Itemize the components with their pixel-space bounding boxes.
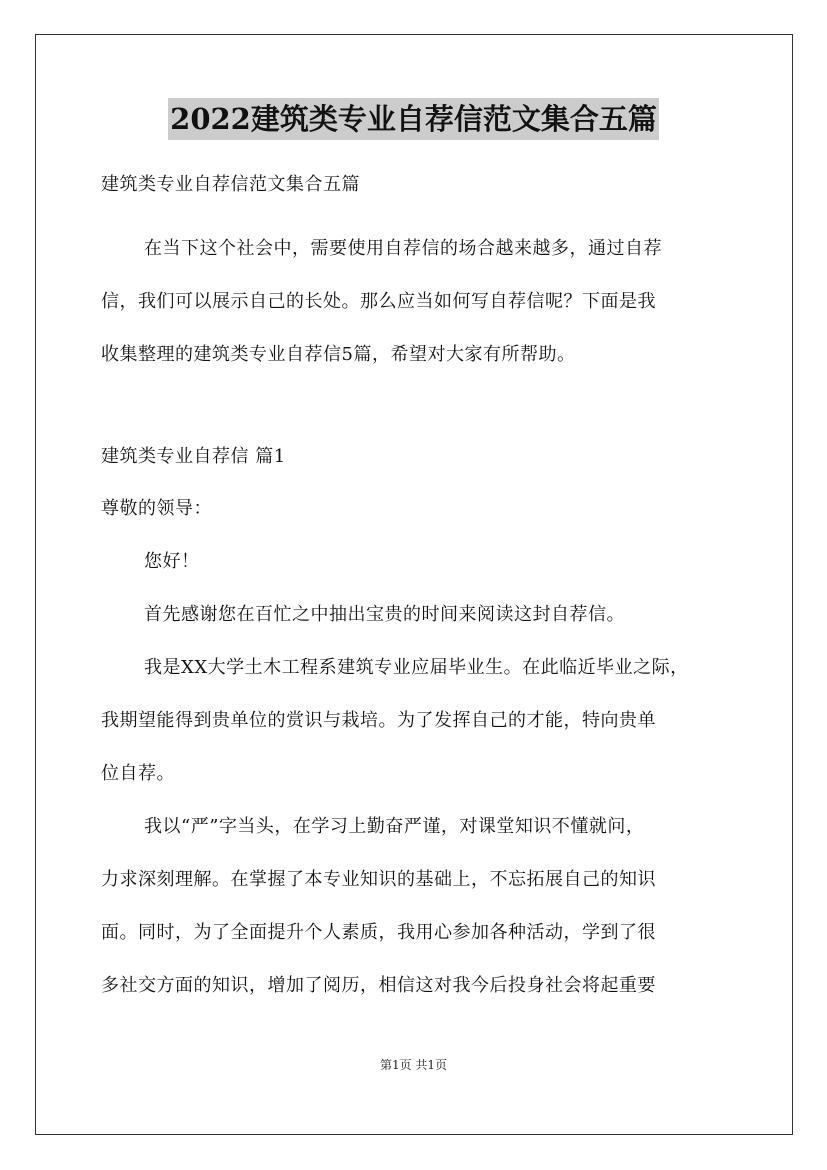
paragraph-2-line-3: 位自荐。 <box>101 763 175 784</box>
document-body <box>101 175 727 996</box>
page-footer: 第1页 共1页 <box>379 1058 448 1072</box>
paragraph-2-line-1: 我是XX大学土木工程系建筑专业应届毕业生。在此临近毕业之际， <box>144 657 689 678</box>
intro-line-1: 在当下这个社会中，需要使用自荐信的场合越来越多，通过自荐 <box>144 238 662 259</box>
document-subtitle: 建筑类专业自荐信范文集合五篇 <box>101 174 360 195</box>
salutation: 尊敬的领导： <box>101 498 212 519</box>
title-container <box>0 98 827 140</box>
paragraph-1-line-1: 首先感谢您在百忙之中抽出宝贵的时间来阅读这封自荐信。 <box>144 604 625 625</box>
intro-line-2: 信，我们可以展示自己的长处。那么应当如何写自荐信呢？下面是我 <box>101 291 656 312</box>
paragraph-3-line-3: 面。同时，为了全面提升个人素质，我用心参加各种活动，学到了很 <box>101 922 656 943</box>
intro-line-3: 收集整理的建筑类专业自荐信5篇，希望对大家有所帮助。 <box>101 344 576 365</box>
document-title: 2022建筑类专业自荐信范文集合五篇 <box>168 98 659 140</box>
greeting: 您好！ <box>144 551 200 572</box>
paragraph-3-line-4: 多社交方面的知识，增加了阅历，相信这对我今后投身社会将起重要 <box>101 975 656 996</box>
section-heading: 建筑类专业自荐信 篇1 <box>101 446 286 467</box>
paragraph-3-line-1: 我以“严”字当头，在学习上勤奋严谨，对课堂知识不懂就问， <box>144 816 645 837</box>
paragraph-3-line-2: 力求深刻理解。在掌握了本专业知识的基础上，不忘拓展自己的知识 <box>101 869 656 890</box>
paragraph-2-line-2: 我期望能得到贵单位的赏识与栽培。为了发挥自己的才能，特向贵单 <box>101 710 656 731</box>
